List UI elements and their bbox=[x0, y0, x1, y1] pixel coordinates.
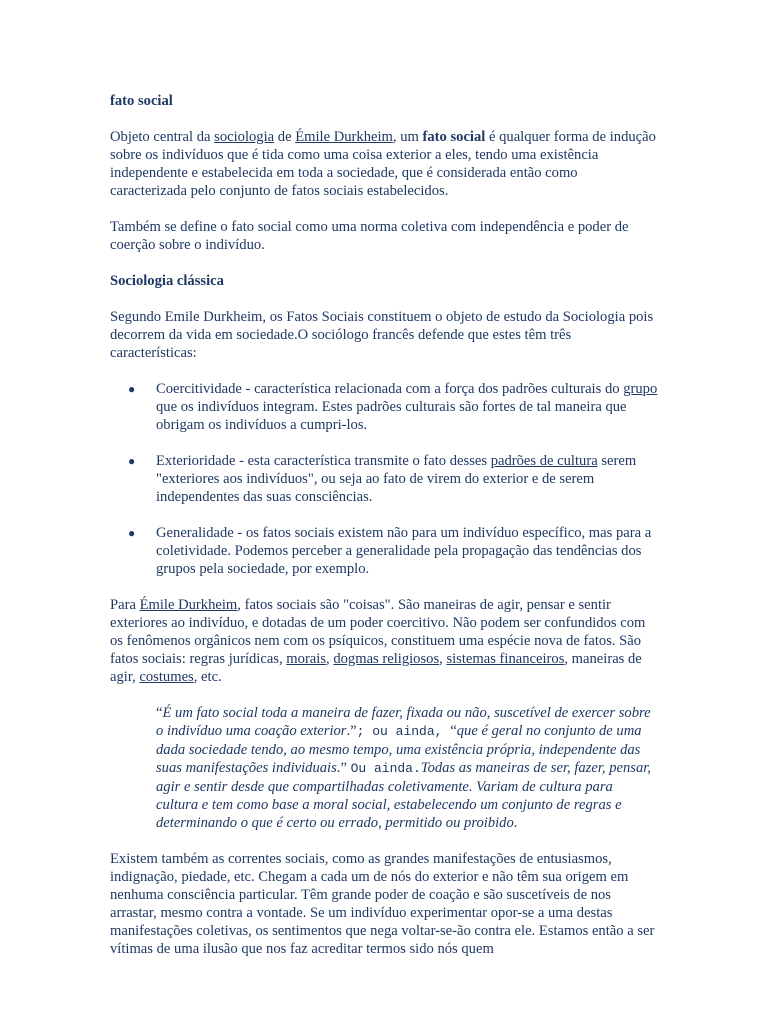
text: que é geral no conjunto de uma dada sociedade tendo, ao mesmo tempo, uma existência própria, independente das suas manifestações individuais bbox=[156, 723, 642, 776]
text: .” bbox=[336, 760, 351, 776]
text: .” bbox=[346, 723, 357, 739]
link-grupo[interactable]: grupo bbox=[623, 381, 658, 397]
text: serem "exteriores aos indivíduos", ou seja ao fato de virem do exterior e de serem independentes das suas consciências. bbox=[156, 453, 637, 505]
text: Coercitividade - característica relacionada com a força dos padrões culturais do bbox=[156, 381, 624, 397]
document-body bbox=[110, 92, 658, 958]
text: Objeto central da bbox=[110, 129, 215, 145]
bullet-icon: ● bbox=[128, 382, 136, 396]
list-item-exterioridade bbox=[110, 452, 658, 506]
text: ; ou ainda, bbox=[356, 724, 451, 739]
link-emile-durkheim[interactable]: Émile Durkheim bbox=[295, 129, 393, 145]
paragraph-correntes-sociais: Existem também as correntes sociais, como as grandes manifestações de entusiasmos, indignação, piedade, etc. Chegam a cada um de nós do exterior e não têm sua origem em nenhuma consciência particular. Têm grande poder de coação e são suscetíveis de nos arrastar, mesmo contra a vontade. Se um indivíduo experimentar opor-se a uma destas manifestações coletivas, os sentimentos que nega voltar-se-ão contra ele. Estamos então a ser vítimas de uma ilusão que nos faz acreditar termos sido nós quem bbox=[110, 851, 655, 957]
text: é qualquer forma de indução sobre os indivíduos que é tida como uma coisa exterior a eles, tendo uma existência independente e estabelecida em toda a sociedade, que é considerada então como caracterizada pelo conjunto de fatos sociais estabelecidos. bbox=[110, 129, 656, 199]
text: Generalidade - os fatos sociais existem não para um indivíduo específico, mas para a coletividade. Podemos perceber a generalidade pela propagação das tendências dos grupos pela sociedade, por exemplo. bbox=[156, 525, 652, 577]
text: , fatos sociais são "coisas". São maneiras de agir, pensar e sentir exteriores ao indivíduo, e dotadas de um poder coercitivo. Não podem ser confundidos com os fenômenos orgânicos nem com os psíquicos, constituem uma espécie nova de fatos. São fatos sociais: regras jurídicas, bbox=[110, 597, 646, 667]
list-item-coercitividade bbox=[110, 380, 658, 434]
text: É um fato social toda a maneira de fazer, fixada ou não, suscetível de exercer sobre o indivíduo uma coação exterior bbox=[156, 705, 651, 739]
characteristics-list bbox=[110, 380, 658, 578]
text: Para bbox=[110, 597, 140, 613]
paragraph-norma-coletiva: Também se define o fato social como uma norma coletiva com independência e poder de coerção sobre o indivíduo. bbox=[110, 219, 629, 253]
section-heading-sociologia-classica: Sociologia clássica bbox=[110, 273, 224, 289]
bullet-icon: ● bbox=[128, 526, 136, 540]
text: , bbox=[326, 651, 334, 667]
link-costumes[interactable]: costumes bbox=[139, 669, 194, 685]
text: de bbox=[274, 129, 296, 145]
link-morais[interactable]: morais bbox=[286, 651, 327, 667]
link-dogmas-religiosos[interactable]: dogmas religiosos bbox=[333, 651, 440, 667]
link-emile-durkheim-2[interactable]: Émile Durkheim bbox=[139, 597, 238, 613]
bold-fato-social: fato social bbox=[422, 129, 486, 145]
paragraph-fatos-sociais-coisas bbox=[110, 596, 658, 686]
text: “ bbox=[450, 723, 457, 739]
text: , um bbox=[392, 129, 423, 145]
link-sistemas-financeiros[interactable]: sistemas financeiros bbox=[446, 651, 565, 667]
paragraph-definition bbox=[110, 128, 658, 200]
paragraph-segundo-durkheim: Segundo Emile Durkheim, os Fatos Sociais constituem o objeto de estudo da Sociologia pois decorrem da vida em sociedade.O sociólogo francês defende que estes têm três características: bbox=[110, 309, 654, 361]
text: , etc. bbox=[193, 669, 222, 685]
text: . bbox=[513, 815, 518, 831]
text: “ bbox=[156, 705, 163, 721]
link-padroes-de-cultura[interactable]: padrões de cultura bbox=[490, 453, 598, 469]
text: , maneiras de agir, bbox=[110, 651, 642, 685]
block-quote bbox=[156, 704, 656, 832]
page-title: fato social bbox=[110, 93, 173, 109]
text: , bbox=[439, 651, 447, 667]
list-item-generalidade bbox=[110, 524, 658, 578]
text: que os indivíduos integram. Estes padrões culturais são fortes de tal maneira que obrigam os indivíduos a cumpri-los. bbox=[156, 399, 627, 433]
text: Todas as maneiras de ser, fazer, pensar, agir e sentir desde que compartilhadas coletivamente. Variam de cultura para cultura e tem como base a moral social, estabelecendo um conjunto de regras e determinando o que é certo ou errado, permitido ou proibido bbox=[156, 760, 651, 831]
text: Exterioridade - esta característica transmite o fato desses bbox=[156, 453, 491, 469]
link-sociologia[interactable]: sociologia bbox=[214, 129, 275, 145]
text: Ou ainda. bbox=[350, 761, 421, 776]
bullet-icon: ● bbox=[128, 454, 136, 468]
